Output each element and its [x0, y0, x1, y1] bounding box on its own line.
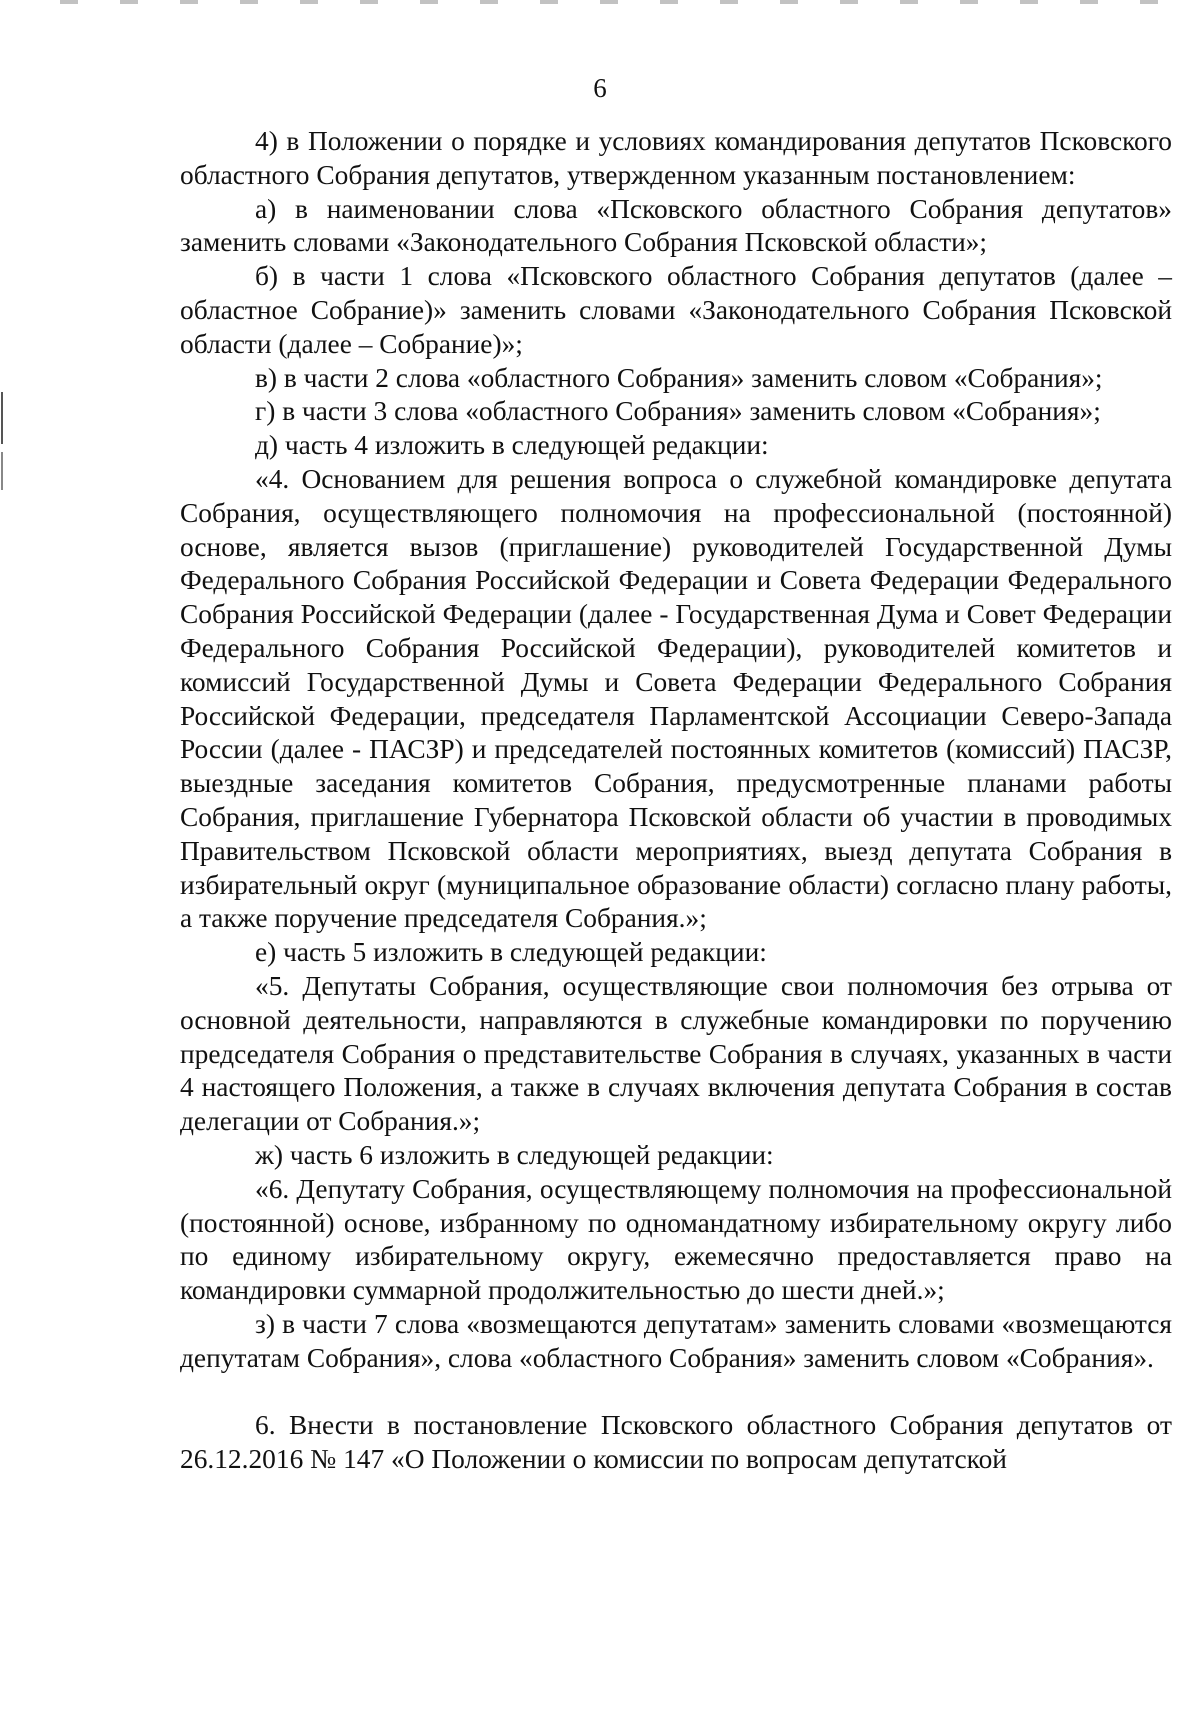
scan-artifact-edge — [1, 392, 3, 444]
subparagraph-g: г) в части 3 слова «областного Собрания» заменить словом «Собрания»; — [255, 396, 1101, 427]
subparagraph-e: е) часть 5 изложить в следующей редакции: — [255, 937, 767, 968]
quoted-part-4: «4. Основанием для решения вопроса о служебной командировке депутата Собрания, осуществляющего полномочия на профессиональной (постоянной) основе, является вызов (приглашение) руководителей Государственной Думы Федерального Собрания Российской Федерации и Совета Федерации Федерального Собрания Российской Федерации (далее - Государственная Дума и Совет Федерации Федерального Собрания Российской Федерации), руководителей комитетов и комиссий Государственной Думы и Совета Федерации Федерального Собрания Российской Федерации, председателя Парламентской Ассоциации Северо-Запада России (далее - ПАСЗР) и председателей постоянных комитетов (комиссий) ПАСЗР, выездные заседания комитетов Собрания, предусмотренные планами работы Собрания, приглашение Губернатора Псковской области об участии в проводимых Правительством Псковской области мероприятиях, выезд депутата Собрания в избирательный округ (муниципальное образование области) согласно плану работы, а также поручение председателя Собрания.»; — [180, 463, 1172, 934]
subparagraph-a: а) в наименовании слова «Псковского областного Собрания депутатов» заменить словами «Законодательного Собрания Псковской области»; — [180, 193, 1172, 258]
scan-artifact-top — [60, 0, 1160, 4]
subparagraph-zh: ж) часть 6 изложить в следующей редакции: — [255, 1139, 774, 1170]
document-body — [180, 125, 1172, 1477]
paragraph-item-4: 4) в Положении о порядке и условиях командирования депутатов Псковского областного Собрания депутатов, утвержденном указанным постановлением: — [180, 126, 1172, 190]
paragraph-item-6: 6. Внести в постановление Псковского областного Собрания депутатов от 26.12.2016 № 147 «О Положении о комиссии по вопросам депутатской — [180, 1410, 1172, 1475]
subparagraph-z: з) в части 7 слова «возмещаются депутатам» заменить словами «возмещаются депутатам Собрания», слова «областного Собрания» заменить словом «Собрания». — [180, 1308, 1172, 1373]
subparagraph-v: в) в части 2 слова «областного Собрания» заменить словом «Собрания»; — [255, 362, 1103, 393]
subparagraph-b: б) в части 1 слова «Псковского областного Собрания депутатов (далее – областное Собрание)» заменить словами «Законодательного Собрания Псковской области (далее – Собрание)»; — [180, 261, 1172, 359]
quoted-part-5: «5. Депутаты Собрания, осуществляющие свои полномочия без отрыва от основной деятельности, направляются в служебные командировки по поручению председателя Собрания о представительстве Собрания в случаях, указанных в части 4 настоящего Положения, а также в случаях включения депутата Собрания в состав делегации от Собрания.»; — [180, 970, 1172, 1137]
quoted-part-6: «6. Депутату Собрания, осуществляющему полномочия на профессиональной (постоянной) основе, избранному по одномандатному избирательному округу либо по единому избирательному округу, ежемесячно предоставляется право на командировки суммарной продолжительностью до шести дней.»; — [180, 1173, 1172, 1306]
subparagraph-d: д) часть 4 изложить в следующей редакции: — [255, 430, 769, 461]
scan-artifact-edge — [1, 452, 3, 490]
page-number: 6 — [593, 73, 607, 103]
